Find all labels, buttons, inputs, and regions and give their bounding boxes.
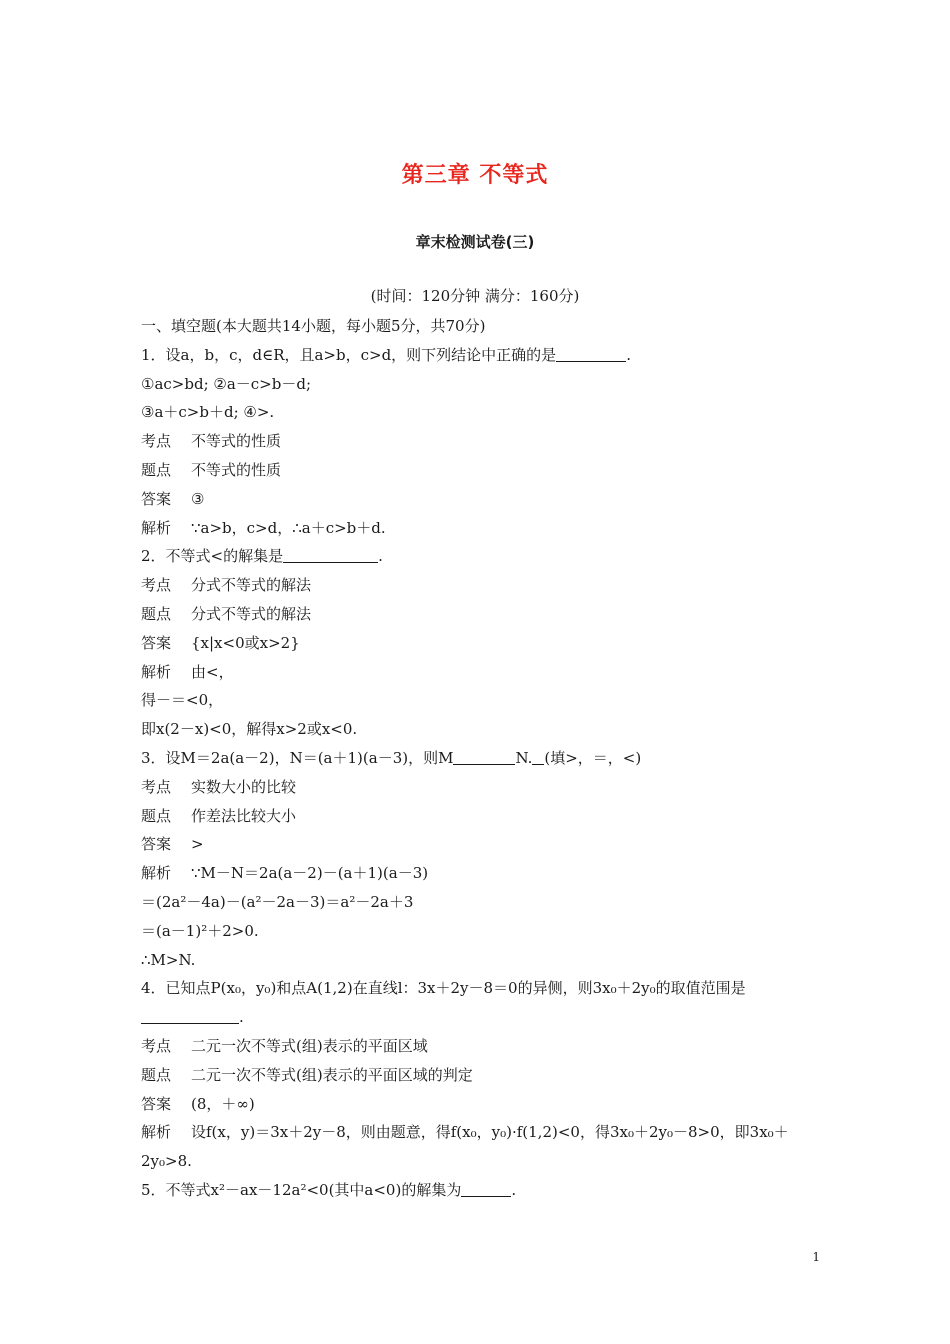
question-1-stem: 1．设a，b，c，d∈R，且a>b，c>d，则下列结论中正确的是 . <box>141 345 631 364</box>
question-2-analysis-line-2: 得－＝<0， <box>141 691 224 710</box>
test-subtitle: 章末检测试卷(三) <box>415 233 535 251</box>
answer-blank <box>461 1180 511 1197</box>
time-and-score: (时间：120分钟 满分：160分) <box>370 287 580 305</box>
question-1-kaodian: 考点 不等式的性质 <box>141 432 282 451</box>
question-2-analysis-line-3: 即x(2－x)<0，解得x>2或x<0. <box>141 720 358 739</box>
question-1-options-b: ③a＋c>b＋d; ④>. <box>141 403 275 422</box>
question-2-answer: 答案 {x|x<0或x>2} <box>141 633 300 652</box>
question-2-tidian: 题点 分式不等式的解法 <box>141 604 312 623</box>
question-1-options-a: ①ac>bd; ②a－c>b－d; <box>141 374 312 393</box>
answer-blank-tail <box>532 748 544 765</box>
question-4-kaodian: 考点 二元一次不等式(组)表示的平面区域 <box>141 1036 428 1055</box>
question-4-answer: 答案 (8，＋∞) <box>141 1094 255 1113</box>
question-3-answer: 答案 > <box>141 835 204 854</box>
question-3-analysis: 解析 ∵M－N＝2a(a－2)－(a＋1)(a－3) <box>141 864 429 883</box>
answer-blank <box>556 345 626 362</box>
question-1-tidian: 题点 不等式的性质 <box>141 460 282 479</box>
answer-blank <box>283 546 378 563</box>
question-4-tidian: 题点 二元一次不等式(组)表示的平面区域的判定 <box>141 1065 473 1084</box>
question-1-analysis: 解析 ∵a>b，c>d，∴a＋c>b＋d. <box>141 518 386 537</box>
section-heading: 一、填空题(本大题共14小题，每小题5分，共70分) <box>141 317 486 335</box>
answer-blank <box>453 748 515 765</box>
answer-blank <box>141 1007 239 1024</box>
question-1-answer: 答案 ③ <box>141 489 205 508</box>
question-3-analysis-line-2: ＝(2a²－4a)－(a²－2a－3)＝a²－2a＋3 <box>141 892 414 911</box>
question-2-analysis: 解析 由<， <box>141 662 234 681</box>
question-4-stem: 4．已知点P(x₀，y₀)和点A(1,2)在直线l：3x＋2y－8＝0的异侧，则3x₀＋2y₀的取值范围是 . <box>141 979 746 1027</box>
question-body <box>141 312 811 1205</box>
page-number: 1 <box>812 1250 820 1264</box>
question-3-kaodian: 考点 实数大小的比较 <box>141 777 297 796</box>
question-2-stem: 2．不等式<的解集是 . <box>141 547 383 566</box>
chapter-title: 第三章 不等式 <box>401 163 549 188</box>
question-3-analysis-line-3: ＝(a－1)²＋2>0. <box>141 921 259 940</box>
question-2-kaodian: 考点 分式不等式的解法 <box>141 576 312 595</box>
question-4-analysis: 解析 设f(x，y)＝3x＋2y－8，则由题意，得f(x₀，y₀)·f(1,2)<0，得3x₀＋2y₀－8>0，即3x₀＋2y₀>8. <box>141 1123 789 1171</box>
question-3-analysis-line-4: ∴M>N. <box>141 950 196 969</box>
question-3-tidian: 题点 作差法比较大小 <box>141 806 297 825</box>
question-5-stem: 5．不等式x²－ax－12a²<0(其中a<0)的解集为 . <box>141 1180 517 1199</box>
question-3-stem: 3．设M＝2a(a－2)，N＝(a＋1)(a－3)，则M N. (填>，＝，<) <box>141 748 642 767</box>
